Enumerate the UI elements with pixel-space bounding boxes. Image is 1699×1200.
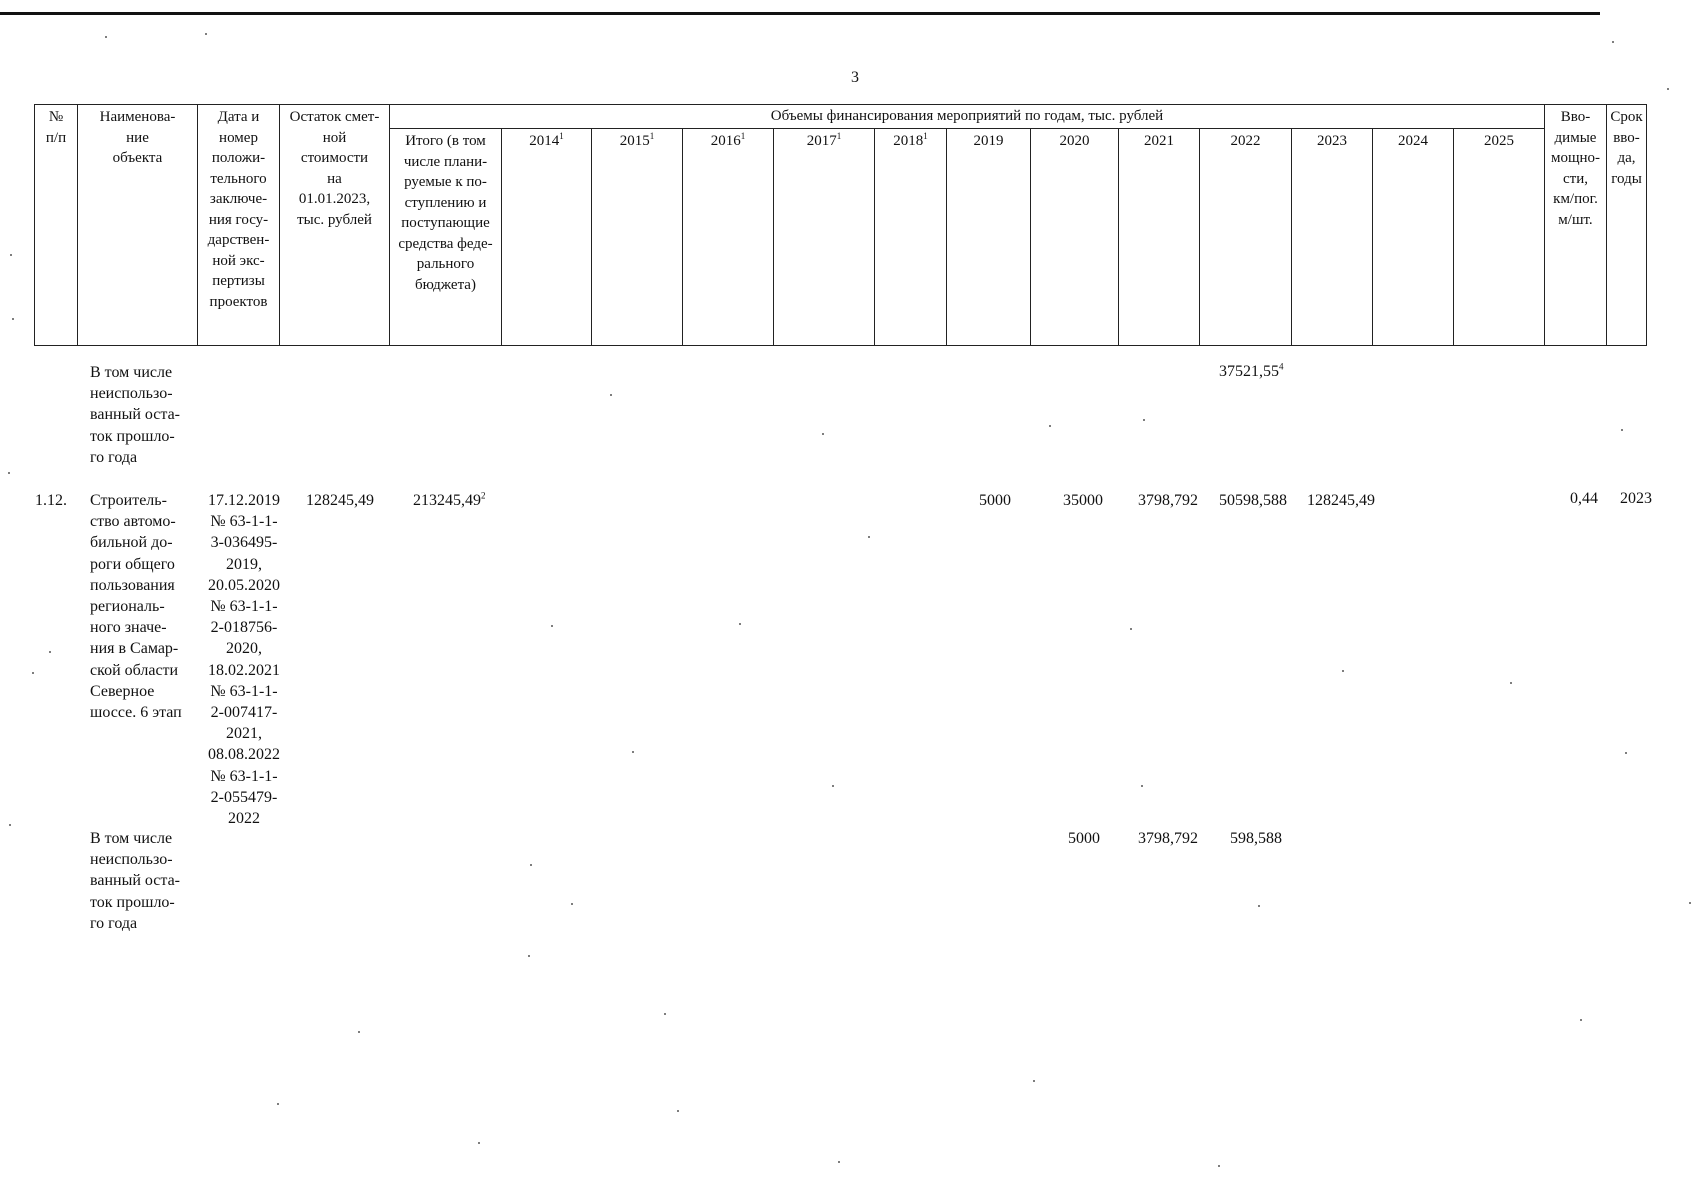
scan-speck <box>1625 752 1627 754</box>
header-year: 2017$^1$ <box>774 129 875 346</box>
scan-speck <box>1258 905 1260 907</box>
scan-speck <box>1141 785 1143 787</box>
header-total: Итого (в том числе плани- руемые к по- ступлению и поступающие средства феде- рального бюджета) <box>390 129 502 346</box>
header-object-name: Наименова- ние объекта <box>78 105 198 346</box>
row-object-name: Строитель- ство автомо- бильной до- роги общего пользования региональ- ного значе- ния в Самар- ской области Северное шоссе. 6 этап <box>90 492 182 722</box>
scan-speck <box>551 625 553 627</box>
header-term: Срок вво- да, годы <box>1607 105 1647 346</box>
scan-speck <box>1342 670 1344 672</box>
scan-speck <box>1130 628 1132 630</box>
scan-speck <box>9 824 11 826</box>
header-year: 2014$^1$ <box>502 129 592 346</box>
scan-speck <box>1580 1019 1582 1021</box>
row-expertise-date: 17.12.2019 № 63-1-1- 3-036495- 2019, 20.05.2020 № 63-1-1- 2-018756- 2020, 18.02.2021 № 63-1-1- 2-007417- 2021, 08.08.2022 № 63-1-1- 2-055479- 2022 <box>208 492 280 828</box>
header-year: 2020 <box>1031 129 1119 346</box>
scan-speck <box>32 672 34 674</box>
row-total: 213245,49$^2$ <box>413 490 486 509</box>
header-expertise-date: Дата и номер положи- тельного заключе- ния госу- дарствен- ной экс- пертизы проектов <box>198 105 280 346</box>
row-value-2022: 50598,588 <box>1219 492 1287 509</box>
scan-speck <box>838 1161 840 1163</box>
header-capacity: Вво- димые мощно- сти, км/пог. м/шт. <box>1545 105 1607 346</box>
header-financing-group: Объемы финансирования мероприятий по годам, тыс. рублей <box>390 105 1545 129</box>
sub-row-2-value-2021: 3798,792 <box>1138 830 1198 847</box>
scan-speck <box>277 1103 279 1105</box>
sub-row-2-name: В том числе неиспользо- ванный оста- ток прошло- го года <box>90 830 180 932</box>
header-year: 2019 <box>947 129 1031 346</box>
scan-speck <box>571 903 573 905</box>
scan-speck <box>530 864 532 866</box>
scan-speck <box>8 472 10 474</box>
header-year: 2022 <box>1200 129 1292 346</box>
row-capacity: 0,44 <box>1570 490 1598 507</box>
row-number: 1.12. <box>35 492 67 509</box>
scan-speck <box>1143 419 1145 421</box>
scan-speck <box>10 254 12 256</box>
scan-speck <box>358 1031 360 1033</box>
header-year: 2025 <box>1454 129 1545 346</box>
scan-speck <box>1621 429 1623 431</box>
sub-row-2-value-2022: 598,588 <box>1230 830 1282 847</box>
scan-speck <box>1667 88 1669 90</box>
top-rule <box>0 12 1600 15</box>
scan-speck <box>12 318 14 320</box>
header-year: 2016$^1$ <box>683 129 774 346</box>
scan-speck <box>205 33 207 35</box>
scan-speck <box>610 394 612 396</box>
scan-speck <box>1218 1165 1220 1167</box>
scan-speck <box>664 1013 666 1015</box>
scan-speck <box>1033 1080 1035 1082</box>
scan-speck <box>632 751 634 753</box>
scan-speck <box>822 433 824 435</box>
row-value-2023: 128245,49 <box>1307 492 1375 509</box>
header-year: 2024 <box>1373 129 1454 346</box>
row-value-2020: 35000 <box>1063 492 1103 509</box>
header-remaining-cost: Остаток смет- ной стоимости на 01.01.2023, тыс. рублей <box>280 105 390 346</box>
page-number: 3 <box>851 69 859 86</box>
scan-speck <box>105 36 107 38</box>
sub-row-1-value-2022: 37521,55$^4$ <box>1219 361 1284 380</box>
scan-speck <box>49 651 51 653</box>
scan-speck <box>1689 902 1691 904</box>
scan-speck <box>528 955 530 957</box>
scan-speck <box>868 536 870 538</box>
header-year: 2021 <box>1119 129 1200 346</box>
scan-speck <box>1612 41 1614 43</box>
row-term: 2023 <box>1620 490 1652 507</box>
sub-row-1-name: В том числе неиспользо- ванный оста- ток прошло- го года <box>90 364 180 466</box>
header-number: № п/п <box>35 105 78 346</box>
row-value-2019: 5000 <box>979 492 1011 509</box>
header-year: 2023 <box>1292 129 1373 346</box>
row-remaining-cost: 128245,49 <box>306 492 374 509</box>
header-year: 2015$^1$ <box>592 129 683 346</box>
scan-speck <box>1510 682 1512 684</box>
financing-table-header <box>34 104 1647 346</box>
sub-row-2-value-2020: 5000 <box>1068 830 1100 847</box>
scan-speck <box>478 1142 480 1144</box>
header-year: 2018$^1$ <box>875 129 947 346</box>
scan-speck <box>1049 425 1051 427</box>
scan-speck <box>832 785 834 787</box>
scan-speck <box>677 1110 679 1112</box>
scan-speck <box>739 623 741 625</box>
row-value-2021: 3798,792 <box>1138 492 1198 509</box>
